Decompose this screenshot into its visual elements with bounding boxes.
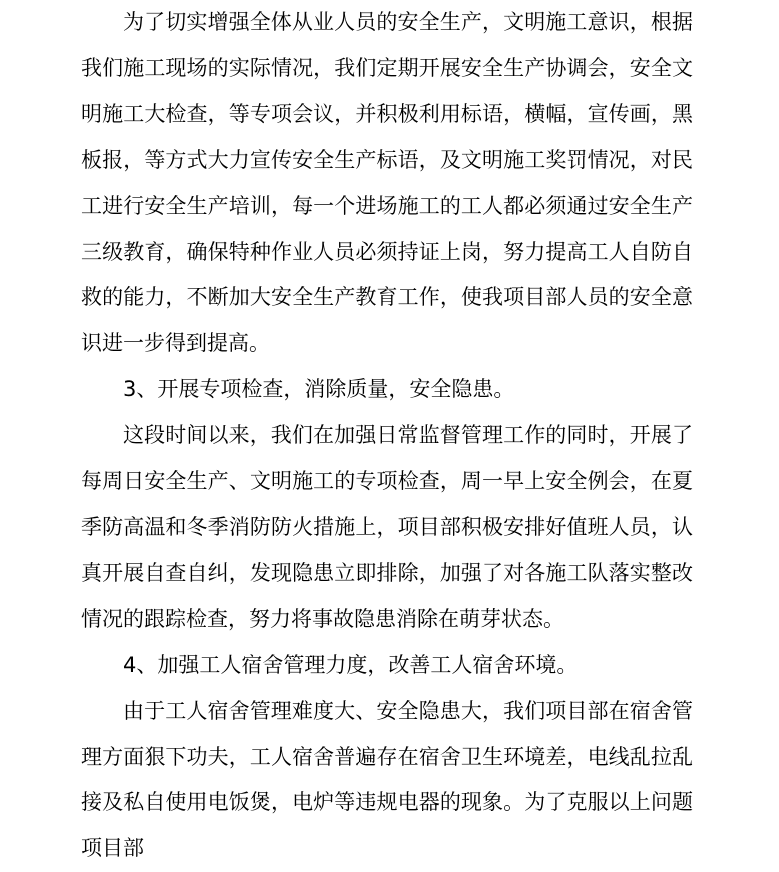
document-body: [81, 0, 693, 872]
paragraph-safety-awareness: 为了切实增强全体从业人员的安全生产，文明施工意识，根据我们施工现场的实际情况，我们定期开展安全生产协调会，安全文明施工大检查，等专项会议，并积极利用标语，横幅，宣传画，黑板报，等方式大力宣传安全生产标语，及文明施工奖罚情况，对民工进行安全生产培训，每一个进场施工的工人都必须通过安全生产三级教育，确保特种作业人员必须持证上岗，努力提高工人自防自救的能力，不断加大安全生产教育工作，使我项目部人员的安全意识进一步得到提高。: [81, 10, 693, 356]
section-heading-4: 4、加强工人宿舍管理力度，改善工人宿舍环境。: [123, 652, 578, 677]
paragraph-dormitory-management: 由于工人宿舍管理难度大、安全隐患大，我们项目部在宿舍管理方面狠下功夫，工人宿舍普遍存在宿舍卫生环境差，电线乱拉乱接及私自使用电饭煲，电炉等违规电器的现象。为了克服以上问题项目部: [81, 698, 693, 861]
section-heading-3: 3、开展专项检查，消除质量，安全隐患。: [123, 377, 515, 402]
paragraph-special-inspections: 这段时间以来，我们在加强日常监督管理工作的同时，开展了每周日安全生产、文明施工的专项检查，周一早上安全例会，在夏季防高温和冬季消防防火措施上，项目部积极安排好值班人员，认真开展自查自纠，发现隐患立即排除，加强了对各施工队落实整改情况的跟踪检查，努力将事故隐患消除在萌芽状态。: [81, 423, 693, 631]
